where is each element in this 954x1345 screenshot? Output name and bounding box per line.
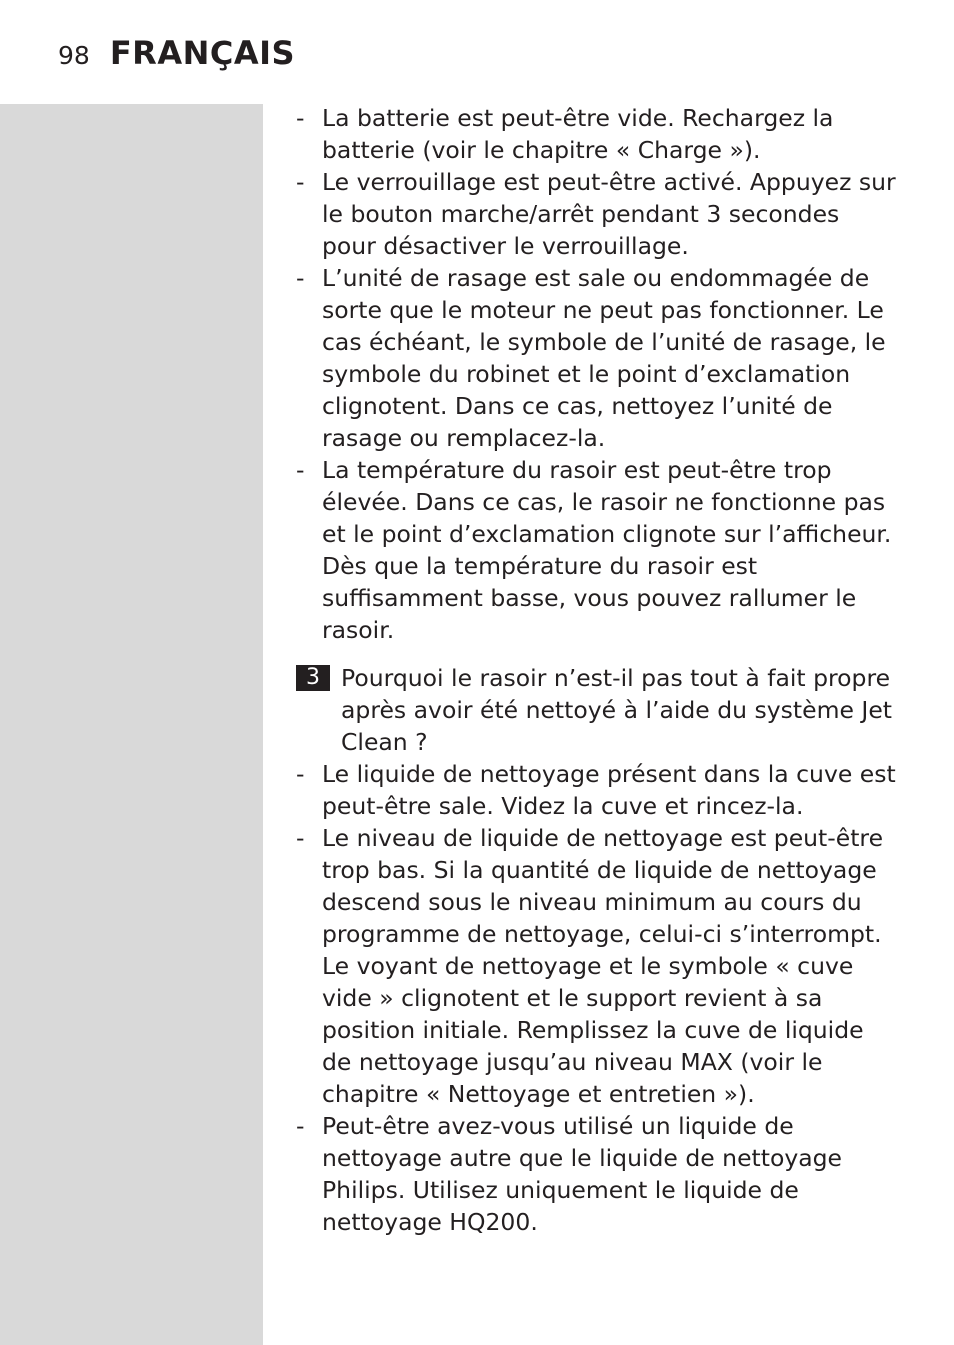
list-item <box>296 758 896 822</box>
list-item-text: Le niveau de liquide de nettoyage est peut-être trop bas. Si la quantité de liquide de nettoyage descend sous le niveau minimum au cours du programme de nettoyage, celui-ci s’interrompt. Le voyant de nettoyage et le symbole « cuve vide » clignotent et le support revient à sa position initiale. Remplissez la cuve de liquide de nettoyage jusqu’au niveau MAX (voir le chapitre « Nettoyage et entretien »). <box>322 824 884 1108</box>
bullet-dash: - <box>296 168 305 196</box>
bullet-dash: - <box>296 456 305 484</box>
list-item <box>296 166 896 262</box>
list-item <box>296 822 896 1110</box>
bullet-dash: - <box>296 264 305 292</box>
list-item <box>296 454 896 646</box>
bullet-dash: - <box>296 824 305 852</box>
list-item-text: Peut-être avez-vous utilisé un liquide de nettoyage autre que le liquide de nettoyage Philips. Utilisez uniquement le liquide de nettoyage HQ200. <box>322 1112 843 1236</box>
list-item <box>296 262 896 454</box>
troubleshooting-question <box>296 662 896 758</box>
page-number: 98 <box>58 41 90 70</box>
list-item-text: L’unité de rasage est sale ou endommagée de sorte que le moteur ne peut pas fonctionner. Le cas échéant, le symbole de l’unité de rasage, le symbole du robinet et le point d’exclamation clignotent. Dans ce cas, nettoyez l’unité de rasage ou remplacez-la. <box>322 264 886 452</box>
bullet-dash: - <box>296 1112 305 1140</box>
question-text: Pourquoi le rasoir n’est-il pas tout à fait propre après avoir été nettoyé à l’aide du système Jet Clean ? <box>341 664 892 756</box>
list-item-text: Le liquide de nettoyage présent dans la cuve est peut-être sale. Videz la cuve et rincez-la. <box>322 760 896 820</box>
list-item <box>296 1110 896 1238</box>
main-content <box>296 102 896 1238</box>
section-title: FRANÇAIS <box>109 34 296 72</box>
question-number-badge: 3 <box>296 665 330 691</box>
sidebar-gray-panel <box>0 104 263 1345</box>
list-item-text: Le verrouillage est peut-être activé. Appuyez sur le bouton marche/arrêt pendant 3 secondes pour désactiver le verrouillage. <box>322 168 896 260</box>
page-header <box>58 34 295 74</box>
list-item-text: La température du rasoir est peut-être trop élevée. Dans ce cas, le rasoir ne fonctionne pas et le point d’exclamation clignote sur l’afficheur. Dès que la température du rasoir est suffisamment basse, vous pouvez rallumer le rasoir. <box>322 456 892 644</box>
list-item <box>296 102 896 166</box>
bullet-dash: - <box>296 760 305 788</box>
list-item-text: La batterie est peut-être vide. Rechargez la batterie (voir le chapitre « Charge »). <box>322 104 834 164</box>
bullet-dash: - <box>296 104 305 132</box>
